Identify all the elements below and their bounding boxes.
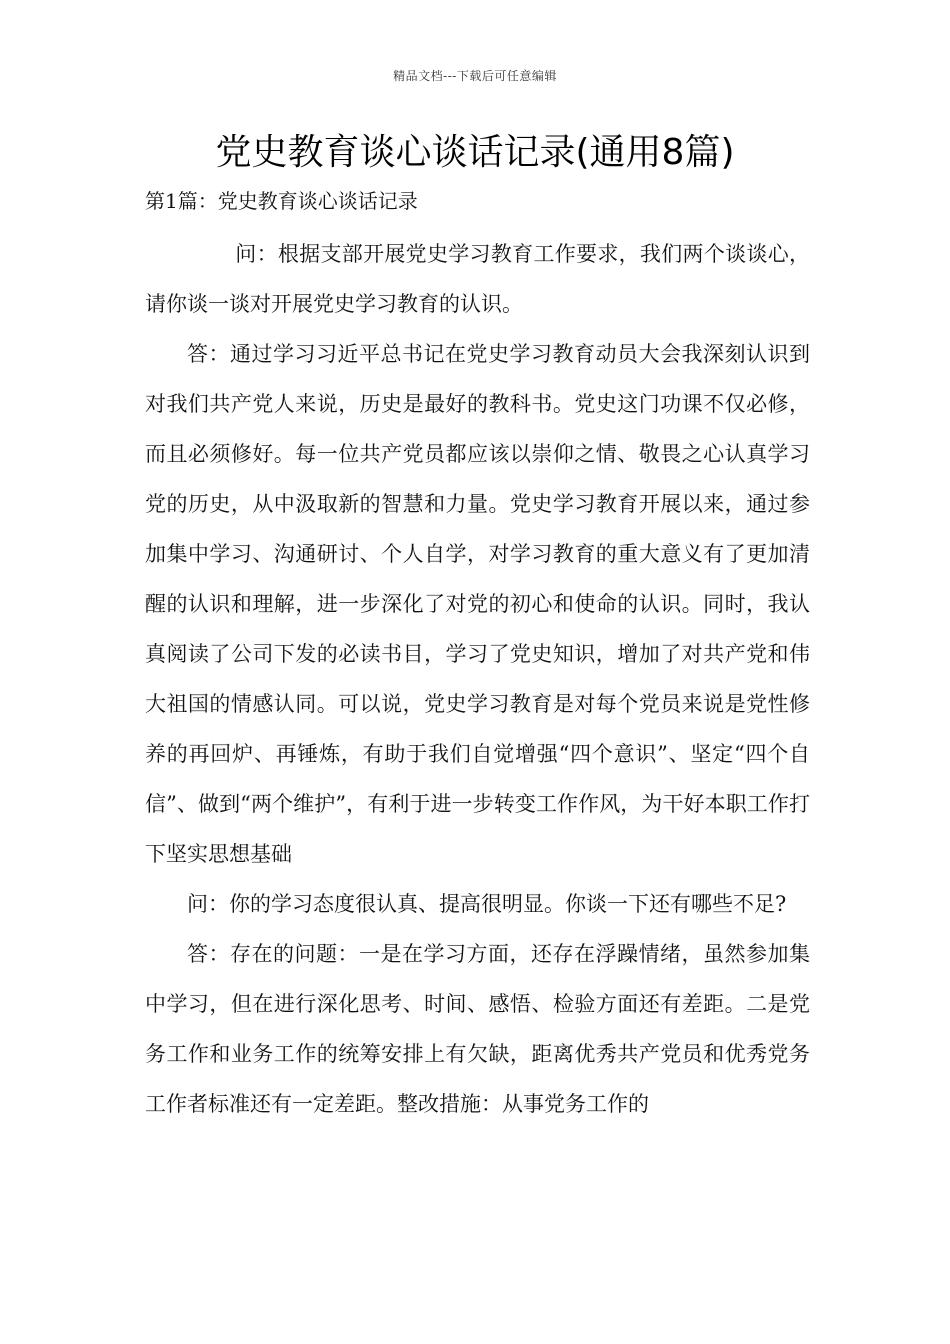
header-note: 精品文档---下载后可任意编辑 (393, 69, 557, 83)
document-body (145, 229, 810, 1129)
paragraph-question-2: 问：你的学习态度很认真、提高很明显。你谈一下还有哪些不足? (187, 892, 787, 916)
paragraph-question-1: 问：根据支部开展党史学习教育工作要求，我们两个谈谈心，请你谈一谈对开展党史学习教育的认识。 (145, 242, 810, 316)
paragraph-answer-2: 答：存在的问题：一是在学习方面，还存在浮躁情绪，虽然参加集中学习，但在进行深化思考、时间、感悟、检验方面还有差距。二是党务工作和业务工作的统筹安排上有欠缺，距离优秀共产党员和优秀党务工作者标准还有一定差距。整改措施：从事党务工作的 (145, 942, 810, 1116)
document-title: 党史教育谈心谈话记录(通用8篇) (215, 132, 735, 173)
section-heading: 第1篇：党史教育谈心谈话记录 (145, 189, 418, 213)
paragraph-answer-1: 答：通过学习习近平总书记在党史学习教育动员大会我深刻认识到对我们共产党人来说，历史是最好的教科书。党史这门功课不仅必修，而且必须修好。每一位共产党员都应该以崇仰之情、敬畏之心认真学习党的历史，从中汲取新的智慧和力量。党史学习教育开展以来，通过参加集中学习、沟通研讨、个人自学，对学习教育的重大意义有了更加清醒的认识和理解，进一步深化了对党的初心和使命的认识。同时，我认真阅读了公司下发的必读书目，学习了党史知识，增加了对共产党和伟大祖国的情感认同。可以说，党史学习教育是对每个党员来说是党性修养的再回炉、再锤炼，有助于我们自觉增强“四个意识”、坚定“四个自信”、做到“两个维护”，有利于进一步转变工作作风，为干好本职工作打下坚实思想基础 (145, 342, 810, 866)
